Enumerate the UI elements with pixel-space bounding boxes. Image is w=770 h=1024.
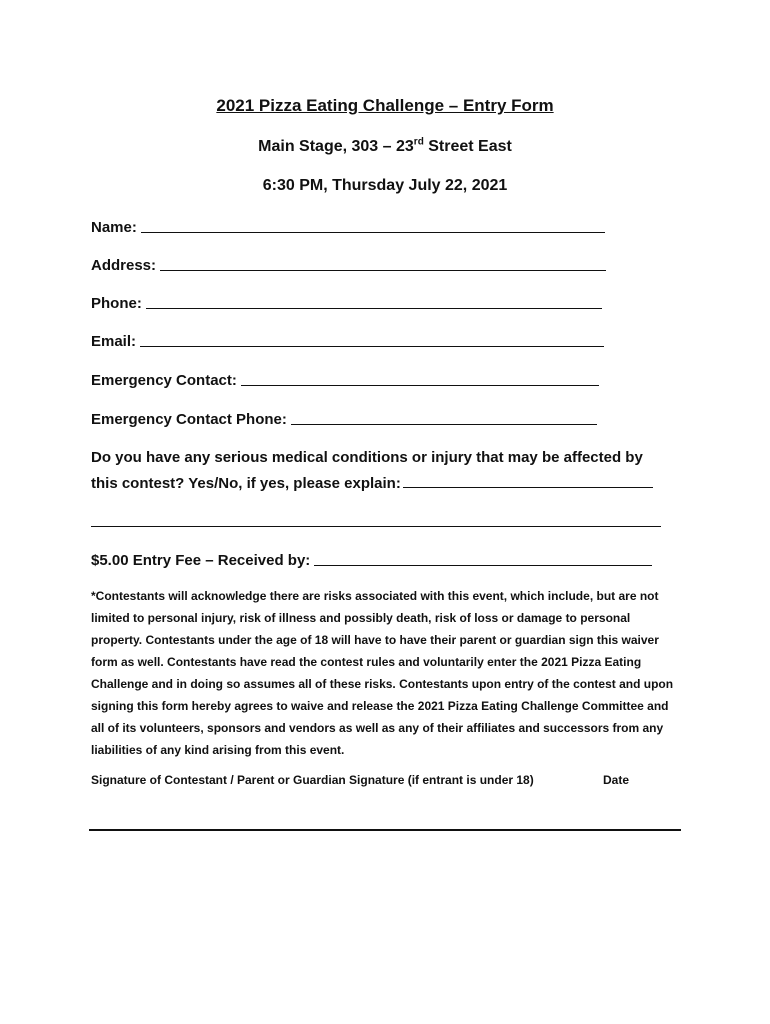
email-label: Email: [91,333,137,350]
phone-label: Phone: [91,295,142,312]
signature-label: Signature of Contestant / Parent or Guardian Signature (if entrant is under 18) [91,773,534,787]
date-label: Date [603,773,630,787]
name-field[interactable] [91,214,605,236]
emergency-phone-label: Emergency Contact Phone: [91,411,287,428]
emergency-contact-line[interactable] [241,384,599,386]
medical-question-line2 [91,471,653,497]
phone-line[interactable] [146,307,602,309]
waiver-text: *Contestants will acknowledge there are risks associated with this event, which include, but are not limited to personal injury, risk of illness and possibly death, risk of loss or damage to personal property. Contestants under the age of 18 will have to have their parent or guardian sign this waiver form as well. Contestants have read the contest rules and voluntarily enter the 2021 Pizza Eating Challenge and in doing so assumes all of these risks. Contestants upon entry of the contest and upon signing this form hereby agrees to waive and release the 2021 Pizza Eating Challenge Committee and all of its volunteers, sponsors and vendors as well as any of their affiliates and successors from any liabilities of any kind arising from this event. [91,589,674,757]
medical-extra-line[interactable] [91,526,661,527]
medical-question [91,445,653,497]
location-ordinal: rd [413,136,424,148]
medical-question-line1: Do you have any serious medical conditions or injury that may be affected by [91,449,643,466]
entry-fee-line[interactable] [314,564,652,566]
emergency-contact-label: Emergency Contact: [91,372,237,389]
event-location [0,138,770,156]
emergency-contact-field[interactable] [91,367,599,389]
medical-question-text: this contest? Yes/No, if yes, please explain: [91,475,401,492]
email-line[interactable] [140,345,604,347]
address-label: Address: [91,257,157,274]
event-datetime: 6:30 PM, Thursday July 22, 2021 [262,177,508,194]
entry-fee-field[interactable] [91,547,652,569]
name-label: Name: [91,219,137,236]
location-suffix: Street East [423,138,512,155]
email-field[interactable] [91,328,604,350]
location-prefix: Main Stage, 303 – 23 [258,138,414,155]
form-title: 2021 Pizza Eating Challenge – Entry Form [216,96,554,115]
address-line[interactable] [160,269,606,271]
phone-field[interactable] [91,290,602,312]
medical-explain-line[interactable] [403,486,653,488]
entry-fee-label: $5.00 Entry Fee – Received by: [91,552,311,569]
name-line[interactable] [141,231,605,233]
emergency-phone-line[interactable] [291,423,597,425]
signature-line[interactable] [89,829,681,831]
address-field[interactable] [91,252,606,274]
emergency-phone-field[interactable] [91,406,597,428]
